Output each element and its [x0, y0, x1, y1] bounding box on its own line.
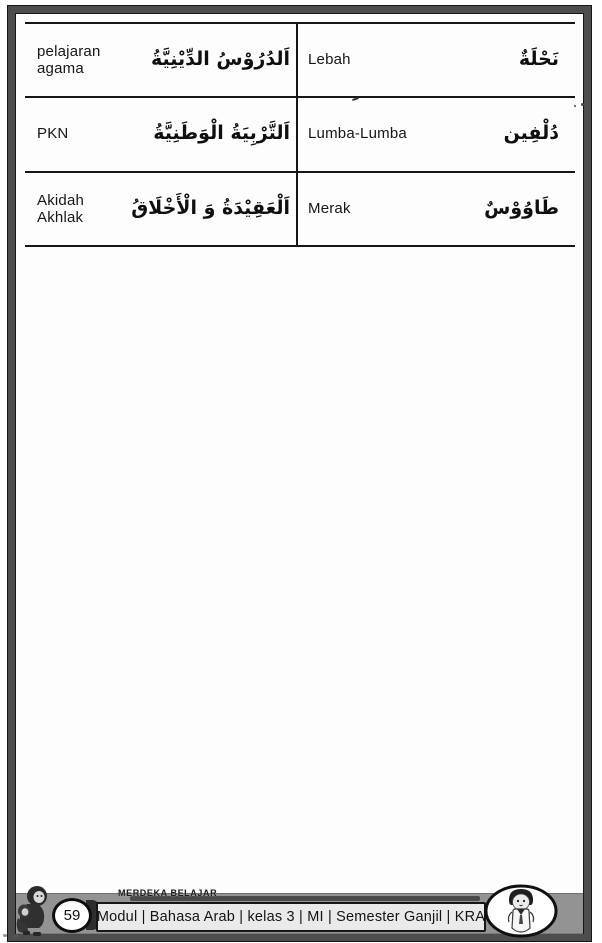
table-row: [300, 23, 575, 96]
indonesian-term: Merak: [308, 200, 351, 217]
scan-artifact: [3, 934, 7, 937]
table-grid-line: [25, 245, 575, 247]
table-row: [300, 172, 575, 245]
table-column-divider: [296, 23, 298, 247]
page-number-badge: [52, 898, 92, 933]
indonesian-term: pelajaran agama: [37, 42, 101, 77]
mascot-kids-illustration: [13, 884, 55, 943]
indonesian-term: Lumba-Lumba: [308, 125, 407, 142]
table-row: [27, 172, 295, 245]
table-row: [27, 23, 295, 96]
indonesian-term: Akidah Akhlak: [37, 191, 85, 226]
indonesian-term: PKN: [37, 125, 69, 142]
scan-artifact: [574, 105, 576, 107]
indonesian-term: Lebah: [308, 51, 351, 68]
mascot-child-oval-illustration: [483, 884, 559, 943]
table-row: [27, 97, 295, 170]
arabic-term: اَلدُرُوْسُ الدِّيْنِيَّةُ: [151, 47, 290, 70]
module-info-text: Modul | Bahasa Arab | kelas 3 | MI | Semester Ganjil | KRA: [96, 909, 486, 925]
arabic-term: اَلْعَقِيْدَةُ وَ الْأَخْلَاقُ: [131, 196, 290, 219]
page-number: 59: [63, 907, 81, 924]
footer-module-bar: [96, 902, 486, 932]
arabic-term: طَاوُوْسٌ: [484, 196, 559, 219]
arabic-term: اَلتَّرْبِيَةُ الْوَطَنِيَّةُ: [153, 121, 290, 144]
table-row: [300, 97, 575, 170]
scan-artifact: [581, 103, 584, 106]
arabic-term: دُلْفِين: [503, 121, 559, 144]
program-label: MERDEKA BELAJAR: [118, 888, 218, 898]
arabic-term: نَحْلَةٌ: [518, 47, 559, 70]
